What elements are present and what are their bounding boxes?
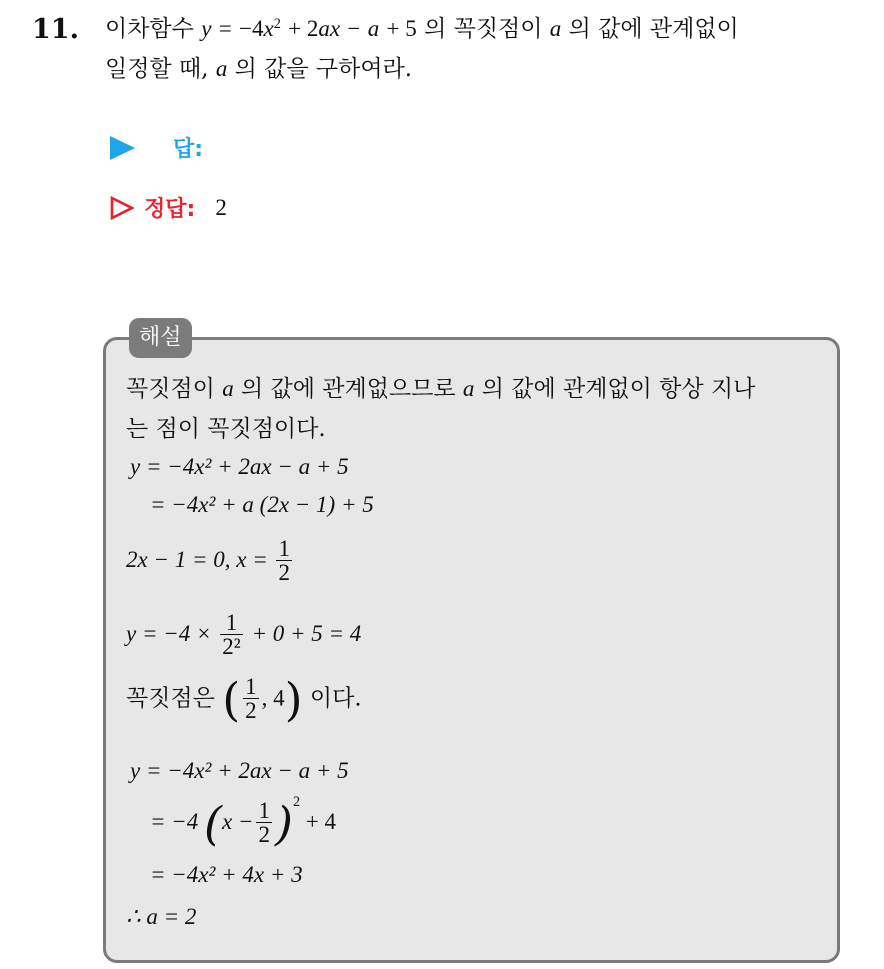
sol-eq-8: = −4x² + 4x + 3	[150, 862, 303, 887]
frac-num: 1	[245, 674, 257, 699]
right-paren: )	[274, 796, 293, 851]
sol-p1-pre: 꼭짓점이	[126, 376, 215, 402]
question-number: 11.	[32, 14, 79, 45]
frac-den: 2	[258, 822, 270, 847]
solution-text-line-1	[126, 374, 755, 404]
sol-eq-6: y = −4x² + 2ax − a + 5	[130, 758, 349, 783]
var-a-2: a	[549, 16, 562, 41]
outline-triangle-icon	[110, 196, 134, 220]
left-paren: (	[204, 796, 222, 851]
sol-eq1-lhs: y	[130, 454, 141, 479]
sol-eq1-rhs: = −4x² + 2ax − a + 5	[145, 454, 349, 479]
sol-eq7-post: + 4	[305, 808, 337, 834]
sol-eq-2: = −4x² + a (2x − 1) + 5	[150, 492, 374, 517]
sol-eq-9: ∴ a = 2	[126, 904, 197, 929]
question-intro: 이차함수	[105, 16, 194, 42]
sol-eq7-inner: x −	[222, 808, 254, 834]
fraction-half-3	[256, 800, 272, 847]
sol-eq-5	[126, 672, 362, 727]
correct-answer-label: 정답:	[144, 197, 196, 222]
sol-eq5-val: , 4	[261, 685, 285, 711]
sol-eq4-post: + 0 + 5 = 4	[251, 620, 362, 646]
answer-label: 답:	[173, 137, 204, 162]
solution-text-line-2: 는 점이 꼭짓점이다.	[126, 416, 326, 442]
sol-eq-7	[150, 793, 337, 851]
frac-num: 1	[258, 798, 270, 823]
term-ax: ax	[318, 16, 341, 41]
right-paren: )	[284, 672, 303, 727]
var-a: a	[367, 16, 380, 41]
var-x: x	[263, 16, 274, 41]
sol-p1-a: a	[222, 376, 234, 401]
term-plus2: + 2	[288, 16, 319, 41]
coef-neg4: −4	[239, 16, 264, 41]
question-line-2	[105, 54, 412, 84]
minus-sign: −	[347, 16, 361, 41]
sol-p1-a2: a	[462, 376, 475, 401]
question-line2-pre: 일정할 때,	[105, 56, 209, 82]
term-plus5: + 5	[386, 16, 417, 41]
question-line-1	[105, 14, 739, 44]
sol-eq3-pre: 2x − 1 = 0, x =	[126, 546, 268, 572]
sol-eq5-post: 이다.	[309, 685, 362, 712]
sol-eq-1	[130, 452, 349, 482]
var-y: y	[201, 16, 212, 41]
question-rest: 의 값에 관계없이	[568, 16, 739, 42]
question-mid: 의 꼭짓점이	[424, 16, 543, 42]
question-line2-rest: 의 값을 구하여라.	[234, 56, 413, 82]
correct-answer-value: 2	[215, 194, 227, 220]
sol-eq7-exp: 2	[292, 793, 301, 810]
fraction-half-2	[243, 676, 259, 723]
sol-eq7-pre: = −4	[150, 808, 199, 834]
var-a-3: a	[215, 56, 228, 81]
frac-den: 2	[245, 698, 257, 723]
sol-p1-rest: 의 값에 관계없이 항상 지나	[481, 376, 756, 402]
eq-sign: =	[218, 16, 232, 41]
answer-row	[110, 132, 203, 163]
sol-eq4-pre: y = −4 ×	[126, 620, 212, 646]
sol-eq5-pre: 꼭짓점은	[126, 685, 215, 712]
frac-den: 2²	[222, 634, 241, 659]
sol-eq-3	[126, 538, 295, 585]
play-triangle-icon	[110, 136, 135, 160]
sol-eq-4	[126, 612, 361, 659]
exp-2: 2	[273, 16, 281, 33]
frac-num: 1	[278, 536, 290, 561]
fraction-quarter	[220, 612, 242, 659]
correct-answer-row	[110, 192, 227, 223]
sol-p1-mid: 의 값에 관계없으므로	[241, 376, 456, 402]
frac-den: 2	[278, 560, 290, 585]
solution-tag: 해설	[129, 318, 192, 358]
frac-num: 1	[225, 610, 238, 635]
left-paren: (	[222, 672, 241, 727]
fraction-half	[276, 538, 292, 585]
